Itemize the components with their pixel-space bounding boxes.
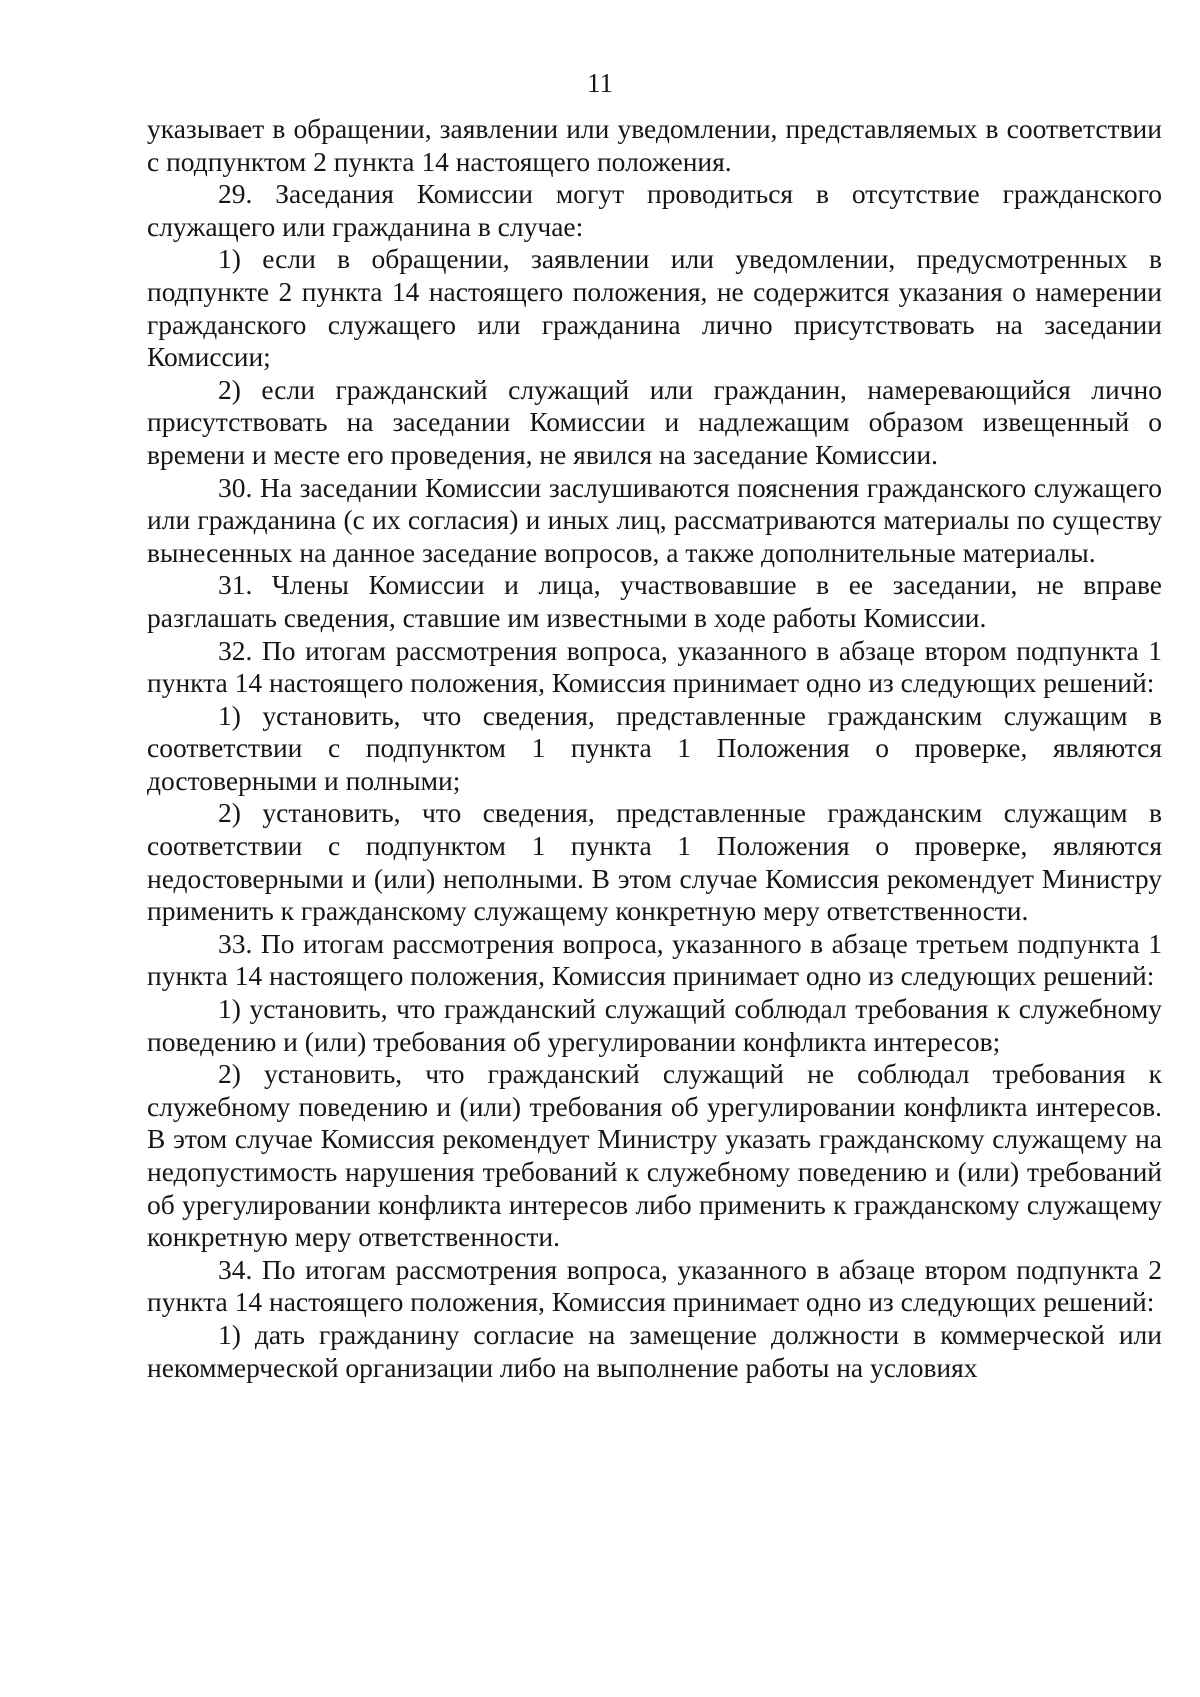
document-body bbox=[147, 113, 1162, 1384]
paragraph-30: 30. На заседании Комиссии заслушиваются пояснения гражданского служащего или гражданина (с их согласия) и иных лиц, рассматриваются материалы по существу вынесенных на данное заседание вопросов, а также дополнительные материалы. bbox=[147, 471, 1162, 568]
paragraph-29-item-2: 2) если гражданский служащий или гражданин, намеревающийся лично присутствовать на заседании Комиссии и надлежащим образом извещенный о времени и месте его проведения, не явился на заседание Комиссии. bbox=[147, 373, 1162, 470]
paragraph-33-item-1: 1) установить, что гражданский служащий соблюдал требования к служебному поведению и (или) требования об урегулировании конфликта интересов; bbox=[147, 993, 1162, 1057]
paragraph-29-item-1: 1) если в обращении, заявлении или уведомлении, предусмотренных в подпункте 2 пункта 14 настоящего положения, не содержится указания о намерении гражданского служащего или гражданина лично присутствовать на заседании Комиссии; bbox=[147, 243, 1162, 373]
paragraph-32-item-1: 1) установить, что сведения, представленные гражданским служащим в соответствии с подпунктом 1 пункта 1 Положения о проверке, являются достоверными и полными; bbox=[147, 699, 1162, 796]
paragraph-34-item-1: 1) дать гражданину согласие на замещение должности в коммерческой или некоммерческой организации либо на выполнение работы на условиях bbox=[147, 1318, 1162, 1383]
paragraph-34: 34. По итогам рассмотрения вопроса, указанного в абзаце втором подпункта 2 пункта 14 настоящего положения, Комиссия принимает одно из следующих решений: bbox=[147, 1253, 1162, 1318]
paragraph-29: 29. Заседания Комиссии могут проводиться в отсутствие гражданского служащего или гражданина в случае: bbox=[147, 178, 1162, 242]
paragraph-continuation: указывает в обращении, заявлении или уведомлении, представляемых в соответствии с подпунктом 2 пункта 14 настоящего положения. bbox=[147, 113, 1162, 177]
paragraph-31: 31. Члены Комиссии и лица, участвовавшие в ее заседании, не вправе разглашать сведения, ставшие им известными в ходе работы Комиссии. bbox=[147, 569, 1162, 633]
page-number: 11 bbox=[587, 68, 613, 98]
paragraph-33-item-2: 2) установить, что гражданский служащий не соблюдал требования к служебному поведению и (или) требования об урегулировании конфликта интересов. В этом случае Комиссия рекомендует Министру указать гражданскому служащему на недопустимость нарушения требований к служебному поведению и (или) требований об урегулировании конфликта интересов либо применить к гражданскому служащему конкретную меру ответственности. bbox=[147, 1058, 1162, 1253]
paragraph-32: 32. По итогам рассмотрения вопроса, указанного в абзаце втором подпункта 1 пункта 14 настоящего положения, Комиссия принимает одно из следующих решений: bbox=[147, 634, 1162, 699]
paragraph-32-item-2: 2) установить, что сведения, представленные гражданским служащим в соответствии с подпунктом 1 пункта 1 Положения о проверке, являются недостоверными и (или) неполными. В этом случае Комиссия рекомендует Министру применить к гражданскому служащему конкретную меру ответственности. bbox=[147, 797, 1162, 927]
paragraph-33: 33. По итогам рассмотрения вопроса, указанного в абзаце третьем подпункта 1 пункта 14 настоящего положения, Комиссия принимает одно из следующих решений: bbox=[147, 927, 1162, 992]
